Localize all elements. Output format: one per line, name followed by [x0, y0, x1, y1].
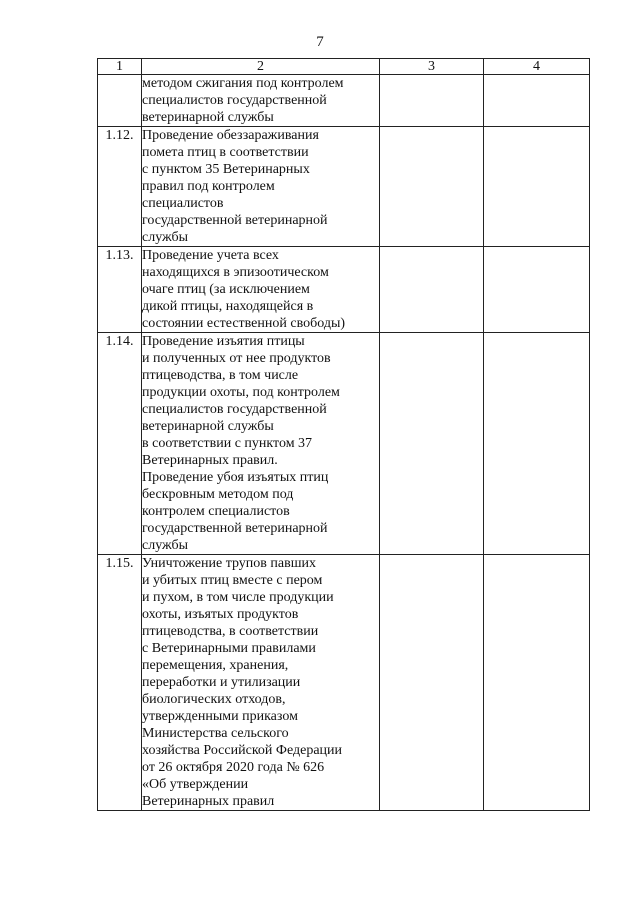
- description-line: специалистов государственной: [142, 93, 327, 108]
- table-row: [98, 127, 590, 247]
- row-description: [142, 75, 380, 127]
- description-line: состоянии естественной свободы): [142, 316, 346, 331]
- table-row: [98, 247, 590, 333]
- row-description: [142, 333, 380, 555]
- description-line: утвержденными приказом: [142, 709, 298, 724]
- description-line: в соответствии с пунктом 37: [142, 436, 313, 451]
- description-line: правил под контролем: [142, 179, 275, 194]
- description-line: «Об утверждении: [142, 777, 249, 792]
- header-cell-1: 1: [98, 59, 142, 75]
- description-line: службы: [142, 538, 189, 553]
- description-line: и убитых птиц вместе с пером: [142, 573, 323, 588]
- description-line: охоты, изъятых продуктов: [142, 607, 299, 622]
- description-line: методом сжигания под контролем: [142, 76, 344, 91]
- description-line: и полученных от нее продуктов: [142, 351, 331, 366]
- description-line: ветеринарной службы: [142, 419, 274, 434]
- row-number: 1.14.: [98, 333, 142, 555]
- document-table: [97, 58, 590, 811]
- header-row: [98, 59, 590, 75]
- description-line: с Ветеринарными правилами: [142, 641, 316, 656]
- description-line: птицеводства, в том числе: [142, 368, 299, 383]
- row-col3-cell: [380, 555, 484, 811]
- row-description: [142, 247, 380, 333]
- description-line: от 26 октября 2020 года № 626: [142, 760, 325, 775]
- table-body: [98, 59, 590, 811]
- row-col4-cell: [484, 247, 590, 333]
- description-line: Проведение обеззараживания: [142, 128, 319, 143]
- description-line: Проведение учета всех: [142, 248, 279, 263]
- description-line: службы: [142, 230, 189, 245]
- description-line: перемещения, хранения,: [142, 658, 289, 673]
- description-line: птицеводства, в соответствии: [142, 624, 319, 639]
- description-line: Ветеринарных правил.: [142, 453, 278, 468]
- row-number: [98, 75, 142, 127]
- row-number: 1.12.: [98, 127, 142, 247]
- description-line: бескровным методом под: [142, 487, 294, 502]
- row-col4-cell: [484, 75, 590, 127]
- description-line: и пухом, в том числе продукции: [142, 590, 334, 605]
- description-line: специалистов государственной: [142, 402, 327, 417]
- row-description: [142, 555, 380, 811]
- row-col3-cell: [380, 127, 484, 247]
- row-col3-cell: [380, 333, 484, 555]
- row-number: 1.13.: [98, 247, 142, 333]
- description-line: с пунктом 35 Ветеринарных: [142, 162, 310, 177]
- description-line: продукции охоты, под контролем: [142, 385, 340, 400]
- description-line: Уничтожение трупов павших: [142, 556, 316, 571]
- description-line: Проведение изъятия птицы: [142, 334, 305, 349]
- description-line: Министерства сельского: [142, 726, 289, 741]
- description-line: контролем специалистов: [142, 504, 290, 519]
- row-col4-cell: [484, 555, 590, 811]
- header-cell-2: 2: [142, 59, 380, 75]
- row-col3-cell: [380, 247, 484, 333]
- row-number: 1.15.: [98, 555, 142, 811]
- description-line: государственной ветеринарной: [142, 521, 328, 536]
- table-row: [98, 333, 590, 555]
- page-number: 7: [316, 34, 324, 50]
- description-line: ветеринарной службы: [142, 110, 274, 125]
- table-row: [98, 75, 590, 127]
- description-line: хозяйства Российской Федерации: [142, 743, 343, 758]
- header-cell-4: 4: [484, 59, 590, 75]
- header-cell-3: 3: [380, 59, 484, 75]
- description-line: Ветеринарных правил: [142, 794, 275, 809]
- description-line: государственной ветеринарной: [142, 213, 328, 228]
- description-line: переработки и утилизации: [142, 675, 301, 690]
- description-line: специалистов: [142, 196, 224, 211]
- description-line: дикой птицы, находящейся в: [142, 299, 314, 314]
- table-row: [98, 555, 590, 811]
- description-line: помета птиц в соответствии: [142, 145, 309, 160]
- description-line: очаге птиц (за исключением: [142, 282, 310, 297]
- row-col4-cell: [484, 127, 590, 247]
- row-col4-cell: [484, 333, 590, 555]
- description-line: Проведение убоя изъятых птиц: [142, 470, 329, 485]
- description-line: находящихся в эпизоотическом: [142, 265, 329, 280]
- row-description: [142, 127, 380, 247]
- description-line: биологических отходов,: [142, 692, 286, 707]
- row-col3-cell: [380, 75, 484, 127]
